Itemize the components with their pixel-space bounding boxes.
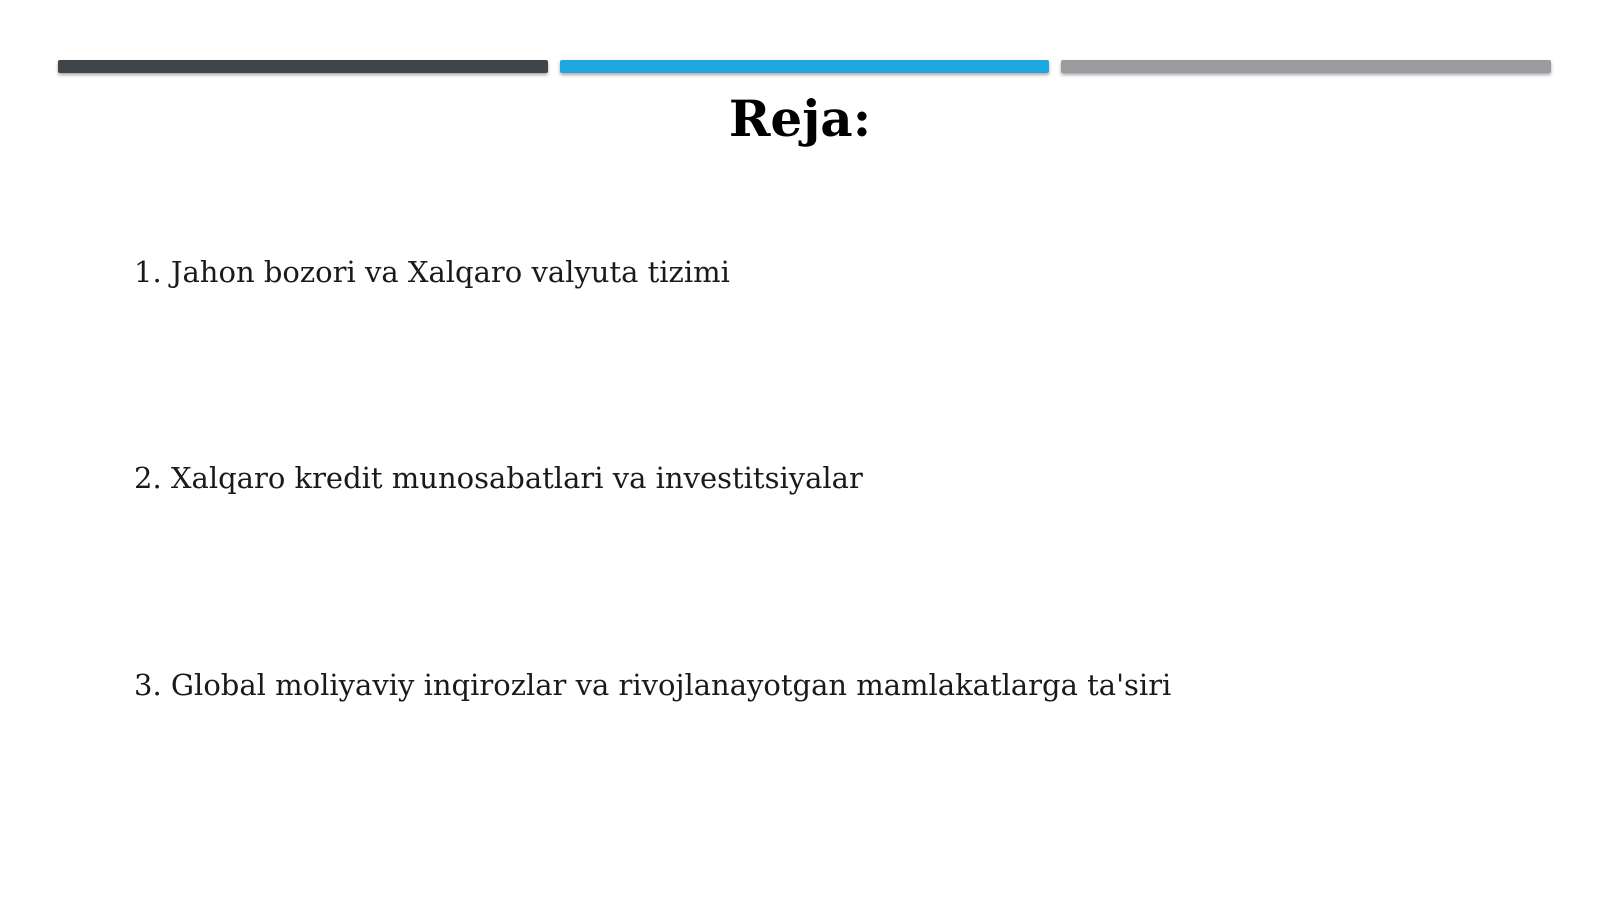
plan-item-2: 2. Xalqaro kredit munosabatlari va investitsiyalar [134,461,863,495]
header-bar-gray [1061,60,1551,73]
plan-item-1: 1. Jahon bozori va Xalqaro valyuta tizimi [134,255,730,289]
header-bar-blue [560,60,1049,73]
header-bar-dark [58,60,548,73]
slide-title: Reja: [728,89,872,148]
plan-item-3: 3. Global moliyaviy inqirozlar va rivojlanayotgan mamlakatlarga ta'siri [134,668,1172,702]
